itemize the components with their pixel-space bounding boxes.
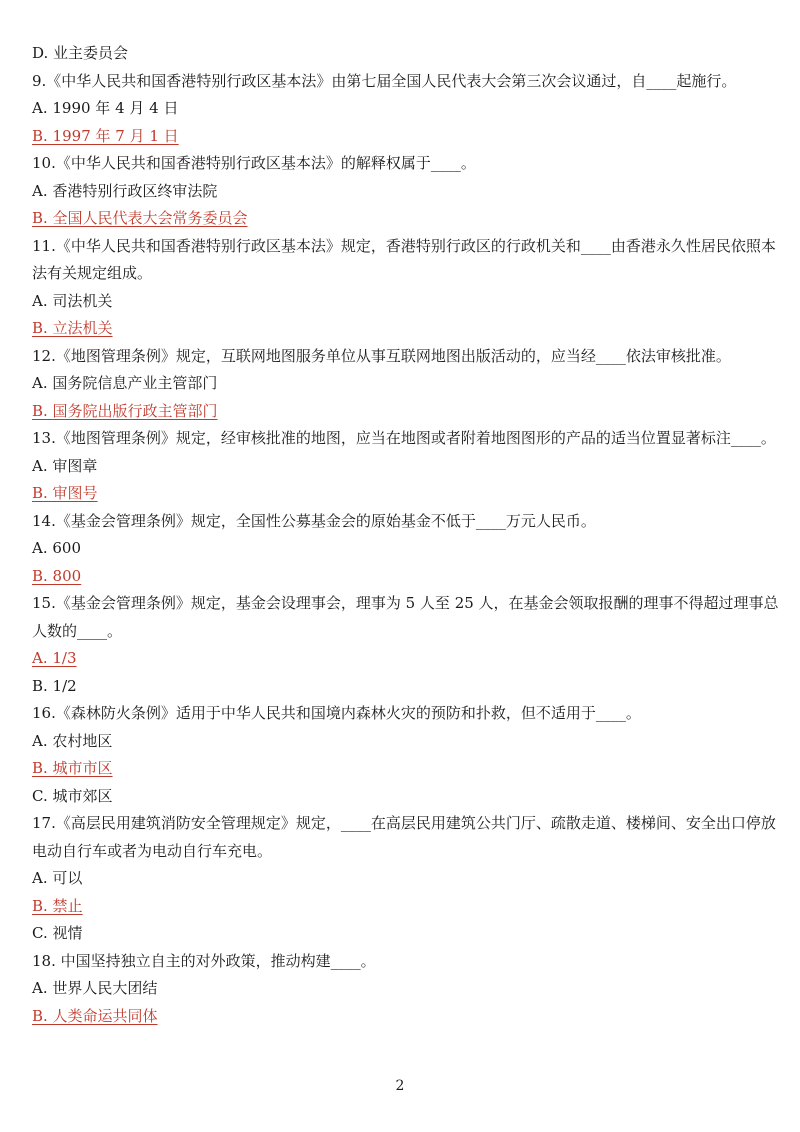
option-text: A. 600 <box>32 539 81 557</box>
correct-answer-highlight: B. 人类命运共同体 <box>32 1006 158 1025</box>
answer-option <box>32 123 780 151</box>
option-text: C. 视情 <box>32 924 83 942</box>
correct-answer-highlight: B. 禁止 <box>32 896 83 915</box>
answer-option <box>32 645 780 673</box>
correct-answer-highlight: A. 1/3 <box>32 649 77 667</box>
answer-option <box>32 205 780 233</box>
option-text: C. 城市郊区 <box>32 786 113 805</box>
option-text: A. 国务院信息产业主管部门 <box>32 374 218 392</box>
question-text: 17.《高层民用建筑消防安全管理规定》规定，____在高层民用建筑公共门厅、疏散走道、楼梯间、安全出口停放电动自行车或者为电动自行车充电。 <box>32 814 776 860</box>
option-text: B. 1/2 <box>32 676 77 695</box>
correct-answer-highlight: B. 1997 年 7 月 1 日 <box>32 126 179 145</box>
answer-option <box>32 563 780 591</box>
question-text: 10.《中华人民共和国香港特别行政区基本法》的解释权属于____。 <box>32 154 476 172</box>
option-text: A. 可以 <box>32 869 83 887</box>
option-text: A. 司法机关 <box>32 291 113 310</box>
answer-option <box>32 893 780 921</box>
option-text: D. 业主委员会 <box>32 44 129 62</box>
answer-option <box>32 315 780 343</box>
option-text: A. 1990 年 4 月 4 日 <box>32 99 179 117</box>
option-text: A. 香港特别行政区终审法院 <box>32 181 218 200</box>
answer-option <box>32 398 780 426</box>
option-text: A. 世界人民大团结 <box>32 979 158 997</box>
question-text: 14.《基金会管理条例》规定，全国性公募基金会的原始基金不低于____万元人民币。 <box>32 511 596 530</box>
correct-answer-highlight: B. 审图号 <box>32 484 98 502</box>
answer-option <box>32 1003 780 1031</box>
correct-answer-highlight: B. 800 <box>32 566 82 585</box>
question-text: 16.《森林防火条例》适用于中华人民共和国境内森林火灾的预防和扑救，但不适用于____。 <box>32 704 641 722</box>
answer-option <box>32 755 780 783</box>
question-text: 13.《地图管理条例》规定，经审核批准的地图，应当在地图或者附着地图图形的产品的适当位置显著标注____。 <box>32 429 776 447</box>
correct-answer-highlight: B. 立法机关 <box>32 319 113 337</box>
answer-option <box>32 480 780 508</box>
correct-answer-highlight: B. 城市市区 <box>32 759 113 777</box>
question-text: 15.《基金会管理条例》规定，基金会设理事会，理事为 5 人至 25 人，在基金会领取报酬的理事不得超过理事总人数的____。 <box>32 594 779 640</box>
option-text: A. 审图章 <box>32 456 98 475</box>
correct-answer-highlight: B. 全国人民代表大会常务委员会 <box>32 209 248 227</box>
page-number: 2 <box>395 1078 405 1094</box>
option-text: A. 农村地区 <box>32 731 113 750</box>
question-text: 11.《中华人民共和国香港特别行政区基本法》规定，香港特别行政区的行政机关和____由香港永久性居民依照本法有关规定组成。 <box>32 236 776 282</box>
question-text: 9.《中华人民共和国香港特别行政区基本法》由第七届全国人民代表大会第三次会议通过，自____起施行。 <box>32 71 737 90</box>
document-body <box>32 40 780 1030</box>
correct-answer-highlight: B. 国务院出版行政主管部门 <box>32 401 218 420</box>
question-text: 12.《地图管理条例》规定，互联网地图服务单位从事互联网地图出版活动的，应当经____依法审核批准。 <box>32 346 731 365</box>
question-text: 18. 中国坚持独立自主的对外政策，推动构建____。 <box>32 951 376 970</box>
